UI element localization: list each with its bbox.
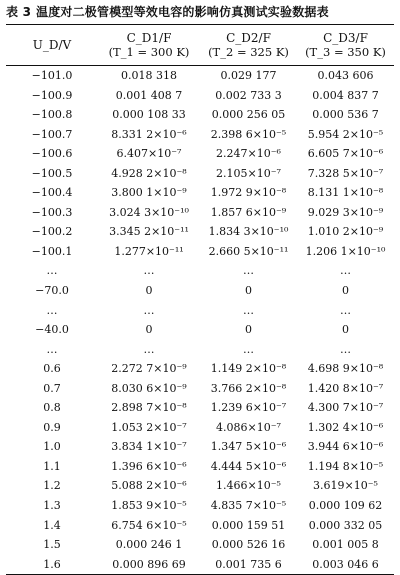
header-row	[6, 25, 394, 65]
capacitance-cell-1: 0.018 318	[121, 69, 177, 82]
capacitance-cell-2: 1.466×10⁻⁵	[216, 479, 281, 493]
capacitance-cell-2: 4.835 7×10⁻⁵	[210, 499, 287, 513]
capacitance-cell-3: 0.000 332 05	[308, 518, 383, 532]
header-cd3: C_D3/F (T_3 = 350 K)	[305, 31, 386, 59]
capacitance-cell-3: 8.131 1×10⁻⁸	[307, 186, 384, 200]
capacitance-cell-3: …	[340, 264, 351, 278]
table-row	[6, 359, 394, 379]
capacitance-cell-1: 0.001 408 7	[115, 88, 183, 102]
capacitance-cell-1: 0.000 896 69	[112, 557, 186, 571]
table-title: 温度对二极管模型等效电容的影响仿真测试实验数据表	[36, 5, 329, 19]
table-row	[6, 476, 394, 496]
table-row	[6, 398, 394, 418]
capacitance-cell-3: 5.954 2×10⁻⁵	[307, 127, 384, 141]
capacitance-cell-3: 1.420 8×10⁻⁷	[307, 381, 384, 395]
table-row	[6, 418, 394, 438]
capacitance-cell-1: 1.396 6×10⁻⁶	[111, 459, 187, 473]
capacitance-cell-2: 0.001 735 6	[215, 557, 282, 571]
capacitance-cell-3: 0.000 536 7	[312, 108, 379, 122]
voltage-cell: −100.6	[31, 147, 73, 161]
capacitance-cell-2: …	[243, 303, 254, 317]
voltage-cell: 0.8	[43, 401, 61, 415]
capacitance-cell-3: 7.328 5×10⁻⁷	[307, 166, 384, 180]
capacitance-cell-3: 1.206 1×10⁻¹⁰	[305, 244, 386, 258]
capacitance-cell-2: 1.347 5×10⁻⁶	[210, 440, 287, 454]
header-voltage: U_D/V	[32, 38, 72, 52]
header-cd1: C_D1/F (T_1 = 300 K)	[108, 31, 190, 59]
capacitance-cell-2: 0.000 526 16	[211, 538, 286, 552]
voltage-cell: 0.7	[43, 381, 61, 395]
table-row	[6, 86, 394, 106]
table-row	[6, 164, 394, 184]
capacitance-cell-2: 2.398 6×10⁻⁵	[210, 127, 287, 141]
capacitance-cell-2: 0.000 159 51	[211, 518, 286, 532]
table-row	[6, 105, 394, 125]
capacitance-cell-3: 0	[342, 284, 349, 298]
capacitance-cell-1: 6.754 6×10⁻⁵	[111, 518, 187, 532]
capacitance-cell-1: 6.407×10⁻⁷	[116, 147, 182, 161]
table-caption	[6, 4, 394, 20]
capacitance-cell-1: 3.024 3×10⁻¹⁰	[109, 205, 189, 219]
capacitance-cell-1: 0	[145, 284, 153, 298]
voltage-cell: −100.8	[31, 108, 73, 122]
table-row	[6, 125, 394, 145]
capacitance-cell-2: 2.105×10⁻⁷	[216, 166, 281, 180]
table-row	[6, 555, 394, 575]
capacitance-cell-2: 1.972 9×10⁻⁸	[210, 186, 287, 200]
table-row	[6, 301, 394, 321]
voltage-cell: −100.7	[31, 127, 73, 141]
capacitance-cell-1: 0	[145, 323, 153, 337]
voltage-cell: 1.4	[43, 518, 61, 532]
capacitance-cell-1: 1.277×10⁻¹¹	[114, 244, 184, 258]
data-table-body	[6, 66, 394, 574]
capacitance-cell-2: 0.029 177	[220, 69, 277, 82]
table-row	[6, 379, 394, 399]
voltage-cell: 1.6	[43, 557, 61, 571]
capacitance-cell-3: 6.605 7×10⁻⁶	[307, 147, 384, 161]
table-row	[6, 203, 394, 223]
capacitance-cell-2: 1.834 3×10⁻¹⁰	[208, 225, 289, 239]
capacitance-cell-3: 0.003 046 6	[312, 557, 379, 571]
capacitance-cell-2: 3.766 2×10⁻⁸	[210, 381, 287, 395]
capacitance-cell-1: 0.000 246 1	[115, 538, 183, 552]
table-row	[6, 183, 394, 203]
voltage-cell: …	[46, 303, 58, 317]
table-row	[6, 144, 394, 164]
capacitance-cell-3: 4.300 7×10⁻⁷	[307, 401, 384, 415]
table-row	[6, 281, 394, 301]
capacitance-cell-3: …	[340, 342, 351, 356]
voltage-cell: −101.0	[31, 69, 73, 82]
capacitance-cell-2: 4.086×10⁻⁷	[216, 420, 281, 434]
capacitance-cell-1: …	[143, 264, 155, 278]
capacitance-cell-3: 0.000 109 62	[308, 499, 383, 513]
table-row	[6, 457, 394, 477]
capacitance-cell-1: 4.928 2×10⁻⁸	[111, 166, 187, 180]
capacitance-cell-2: 0	[245, 323, 252, 337]
voltage-cell: …	[46, 264, 58, 278]
capacitance-cell-2: …	[243, 264, 254, 278]
capacitance-cell-2: 2.660 5×10⁻¹¹	[208, 244, 289, 258]
table-row	[6, 261, 394, 281]
voltage-cell: …	[46, 342, 58, 356]
table-row	[6, 340, 394, 360]
voltage-cell: 0.9	[43, 420, 61, 434]
data-table	[6, 25, 394, 65]
capacitance-cell-3: 0	[342, 323, 349, 337]
table-row	[6, 242, 394, 262]
voltage-cell: −100.3	[31, 205, 73, 219]
header-cd2: C_D2/F (T_2 = 325 K)	[208, 31, 289, 59]
capacitance-cell-3: 3.944 6×10⁻⁶	[307, 440, 384, 454]
table-row	[6, 516, 394, 536]
capacitance-cell-2: 2.247×10⁻⁶	[216, 147, 281, 161]
capacitance-cell-3: 1.302 4×10⁻⁶	[307, 420, 384, 434]
capacitance-cell-2: 1.857 6×10⁻⁹	[210, 205, 287, 219]
table-number: 表 3	[6, 5, 32, 19]
capacitance-cell-1: 1.853 9×10⁻⁵	[111, 499, 187, 513]
capacitance-cell-1: 5.088 2×10⁻⁶	[111, 479, 187, 493]
table-row	[6, 437, 394, 457]
voltage-cell: 1.2	[43, 479, 61, 493]
capacitance-cell-3: 0.043 606	[317, 69, 374, 82]
capacitance-cell-1: 3.345 2×10⁻¹¹	[109, 225, 189, 239]
capacitance-cell-2: …	[243, 342, 254, 356]
table-row	[6, 535, 394, 555]
voltage-cell: 1.0	[43, 440, 61, 454]
table-row	[6, 66, 394, 86]
capacitance-cell-1: 8.331 2×10⁻⁶	[111, 127, 187, 141]
voltage-cell: 0.6	[43, 362, 61, 376]
capacitance-cell-3: 0.001 005 8	[312, 538, 379, 552]
capacitance-cell-2: 0.000 256 05	[211, 108, 286, 122]
voltage-cell: 1.5	[43, 538, 61, 552]
capacitance-cell-1: 8.030 6×10⁻⁹	[111, 381, 187, 395]
voltage-cell: −70.0	[35, 284, 69, 298]
capacitance-cell-2: 0	[245, 284, 252, 298]
capacitance-cell-1: 2.272 7×10⁻⁹	[111, 362, 187, 376]
capacitance-cell-1: 1.053 2×10⁻⁷	[111, 420, 187, 434]
voltage-cell: −100.1	[31, 244, 73, 258]
capacitance-cell-1: 2.898 7×10⁻⁸	[111, 401, 187, 415]
capacitance-cell-3: 1.194 8×10⁻⁵	[307, 459, 384, 473]
capacitance-cell-2: 1.239 6×10⁻⁷	[210, 401, 287, 415]
table-row	[6, 320, 394, 340]
voltage-cell: 1.3	[43, 499, 61, 513]
voltage-cell: −100.5	[31, 166, 73, 180]
voltage-cell: −40.0	[35, 323, 69, 337]
capacitance-cell-2: 0.002 733 3	[215, 88, 282, 102]
capacitance-cell-2: 4.444 5×10⁻⁶	[210, 459, 287, 473]
capacitance-cell-1: 3.800 1×10⁻⁹	[111, 186, 187, 200]
capacitance-cell-3: …	[340, 303, 351, 317]
capacitance-cell-3: 0.004 837 7	[312, 88, 379, 102]
table-row	[6, 222, 394, 242]
capacitance-cell-3: 1.010 2×10⁻⁹	[307, 225, 384, 239]
voltage-cell: −100.4	[31, 186, 73, 200]
capacitance-cell-3: 9.029 3×10⁻⁹	[307, 205, 384, 219]
voltage-cell: −100.2	[31, 225, 73, 239]
capacitance-cell-1: 3.834 1×10⁻⁷	[111, 440, 187, 454]
voltage-cell: −100.9	[31, 88, 73, 102]
capacitance-cell-2: 1.149 2×10⁻⁸	[210, 362, 287, 376]
capacitance-cell-1: 0.000 108 33	[112, 108, 186, 122]
voltage-cell: 1.1	[43, 459, 61, 473]
capacitance-cell-3: 3.619×10⁻⁵	[313, 479, 378, 493]
capacitance-cell-1: …	[143, 303, 155, 317]
table-row	[6, 496, 394, 516]
capacitance-cell-1: …	[143, 342, 155, 356]
capacitance-cell-3: 4.698 9×10⁻⁸	[307, 362, 384, 376]
